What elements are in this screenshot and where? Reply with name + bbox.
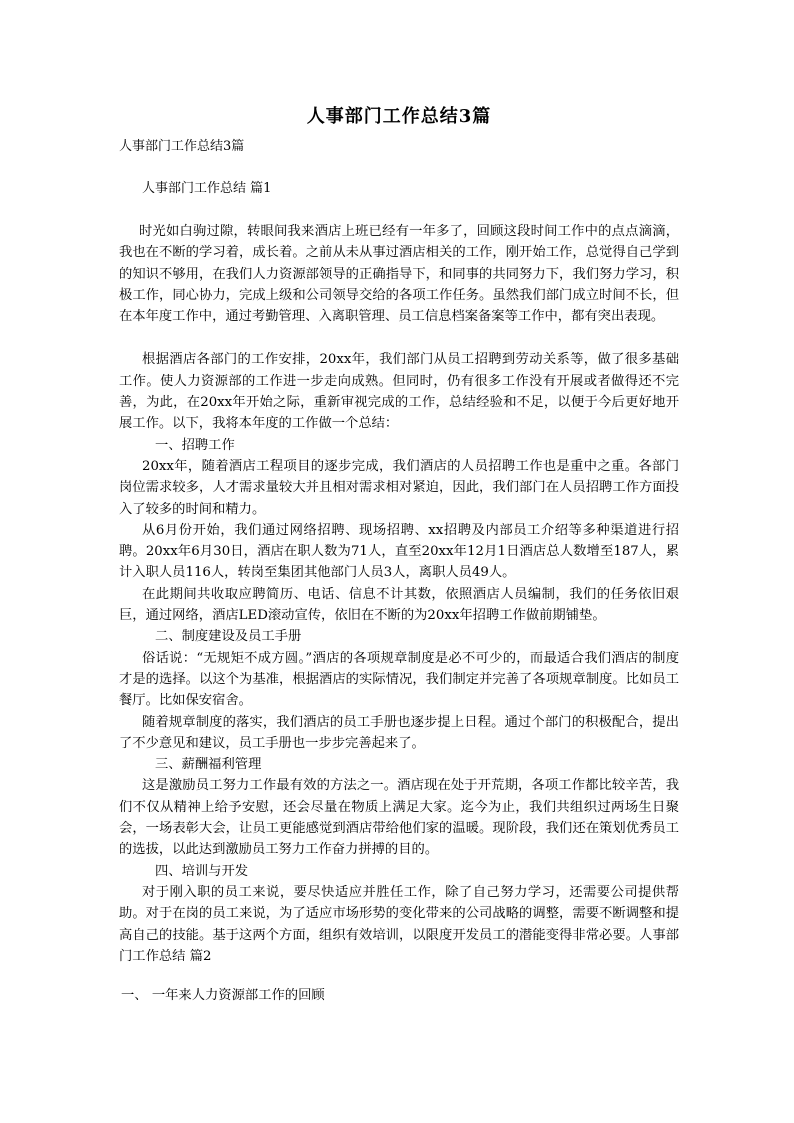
system-paragraph-2: 随着规章制度的落实，我们酒店的员工手册也逐步提上日程。通过个部门的积极配合，提出了不少意见和建议，员工手册也一步步完善起来了。 (119, 714, 679, 751)
document-subtitle: 人事部门工作总结3篇 (119, 139, 245, 154)
heading-system: 二、制度建设及员工手册 (155, 629, 302, 645)
system-paragraph-1: 俗话说：“无规矩不成方圆。”酒店的各项规章制度是必不可少的，而最适合我们酒店的制度才是的选择。以这个为基准，根据酒店的实际情况，我们制定并完善了各项规章制度。比如员工餐厅。比如保安宿舍。 (119, 650, 679, 709)
paragraph-gap (119, 327, 679, 349)
document-page (119, 105, 679, 1006)
recruitment-paragraph-2: 从6月份开始，我们通过网络招聘、现场招聘、xx招聘及内部员工介绍等多种渠道进行招聘。20xx年6月30日，酒店在职人数为71人，直至20xx年12月1日酒店总人数增至187人，累计入职人员116人，转岗至集团其他部门人员3人，离职人员49人。 (119, 522, 679, 581)
document-title: 人事部门工作总结3篇 (306, 106, 492, 127)
heading-annual-review: 一、 一年来人力资源部工作的回顾 (121, 988, 325, 1004)
overview-paragraph: 根据酒店各部门的工作安排，20xx年，我们部门从员工招聘到劳动关系等，做了很多基础工作。使人力资源部的工作进一步走向成熟。但同时，仍有很多工作没有开展或者做得还不完善，为此，在20xx年开始之际，重新审视完成的工作，总结经验和不足，以便于今后更好地开展工作。以下，我将本年度的工作做一个总结： (119, 352, 679, 432)
salary-paragraph: 这是激励员工努力工作最有效的方法之一。酒店现在处于开荒期，各项工作都比较辛苦，我们不仅从精神上给予安慰，还会尽量在物质上满足大家。迄今为止，我们共组织过两场生日聚会，一场表彰大会，让员工更能感觉到酒店带给他们家的温暖。现阶段，我们还在策划优秀员工的选拔，以此达到激励员工努力工作奋力拼搏的目的。 (119, 778, 679, 858)
heading-salary: 三、薪酬福利管理 (155, 757, 262, 773)
heading-training: 四、培训与开发 (155, 863, 249, 879)
heading-recruitment: 一、招聘工作 (155, 437, 235, 453)
recruitment-paragraph-3: 在此期间共收取应聘简历、电话、信息不计其数，依照酒店人员编制，我们的任务依旧艰巨，通过网络，酒店LED滚动宣传，依旧在不断的为20xx年招聘工作做前期铺垫。 (119, 586, 679, 624)
recruitment-paragraph-1: 20xx年，随着酒店工程项目的逐步完成，我们酒店的人员招聘工作也是重中之重。各部门岗位需求较多，人才需求量较大并且相对需求相对紧迫，因此，我们部门在人员招聘工作方面投入了较多的时间和精力。 (119, 458, 679, 517)
training-paragraph: 对于刚入职的员工来说，要尽快适应并胜任工作，除了自己努力学习，还需要公司提供帮助。对于在岗的员工来说，为了适应市场形势的变化带来的公司战略的调整，需要不断调整和提高自己的技能。基于这两个方面，组织有效培训，以限度开发员工的潜能变得非常必要。人事部门工作总结 篇2 (119, 884, 679, 964)
section-heading-1: 人事部门工作总结 篇1 (142, 181, 272, 196)
intro-paragraph: 时光如白驹过隙，转眼间我来酒店上班已经有一年多了，回顾这段时间工作中的点点滴滴，我也在不断的学习着，成长着。之前从未从事过酒店相关的工作，刚开始工作，总觉得自己学到的知识不够用，在我们人力资源部领导的正确指导下，和同事的共同努力下，我们努力学习，积极工作，同心协力，完成上级和公司领导交给的各项工作任务。虽然我们部门成立时间不长，但在本年度工作中，通过考勤管理、入离职管理、员工信息档案备案等工作中，都有突出表现。 (119, 224, 679, 325)
